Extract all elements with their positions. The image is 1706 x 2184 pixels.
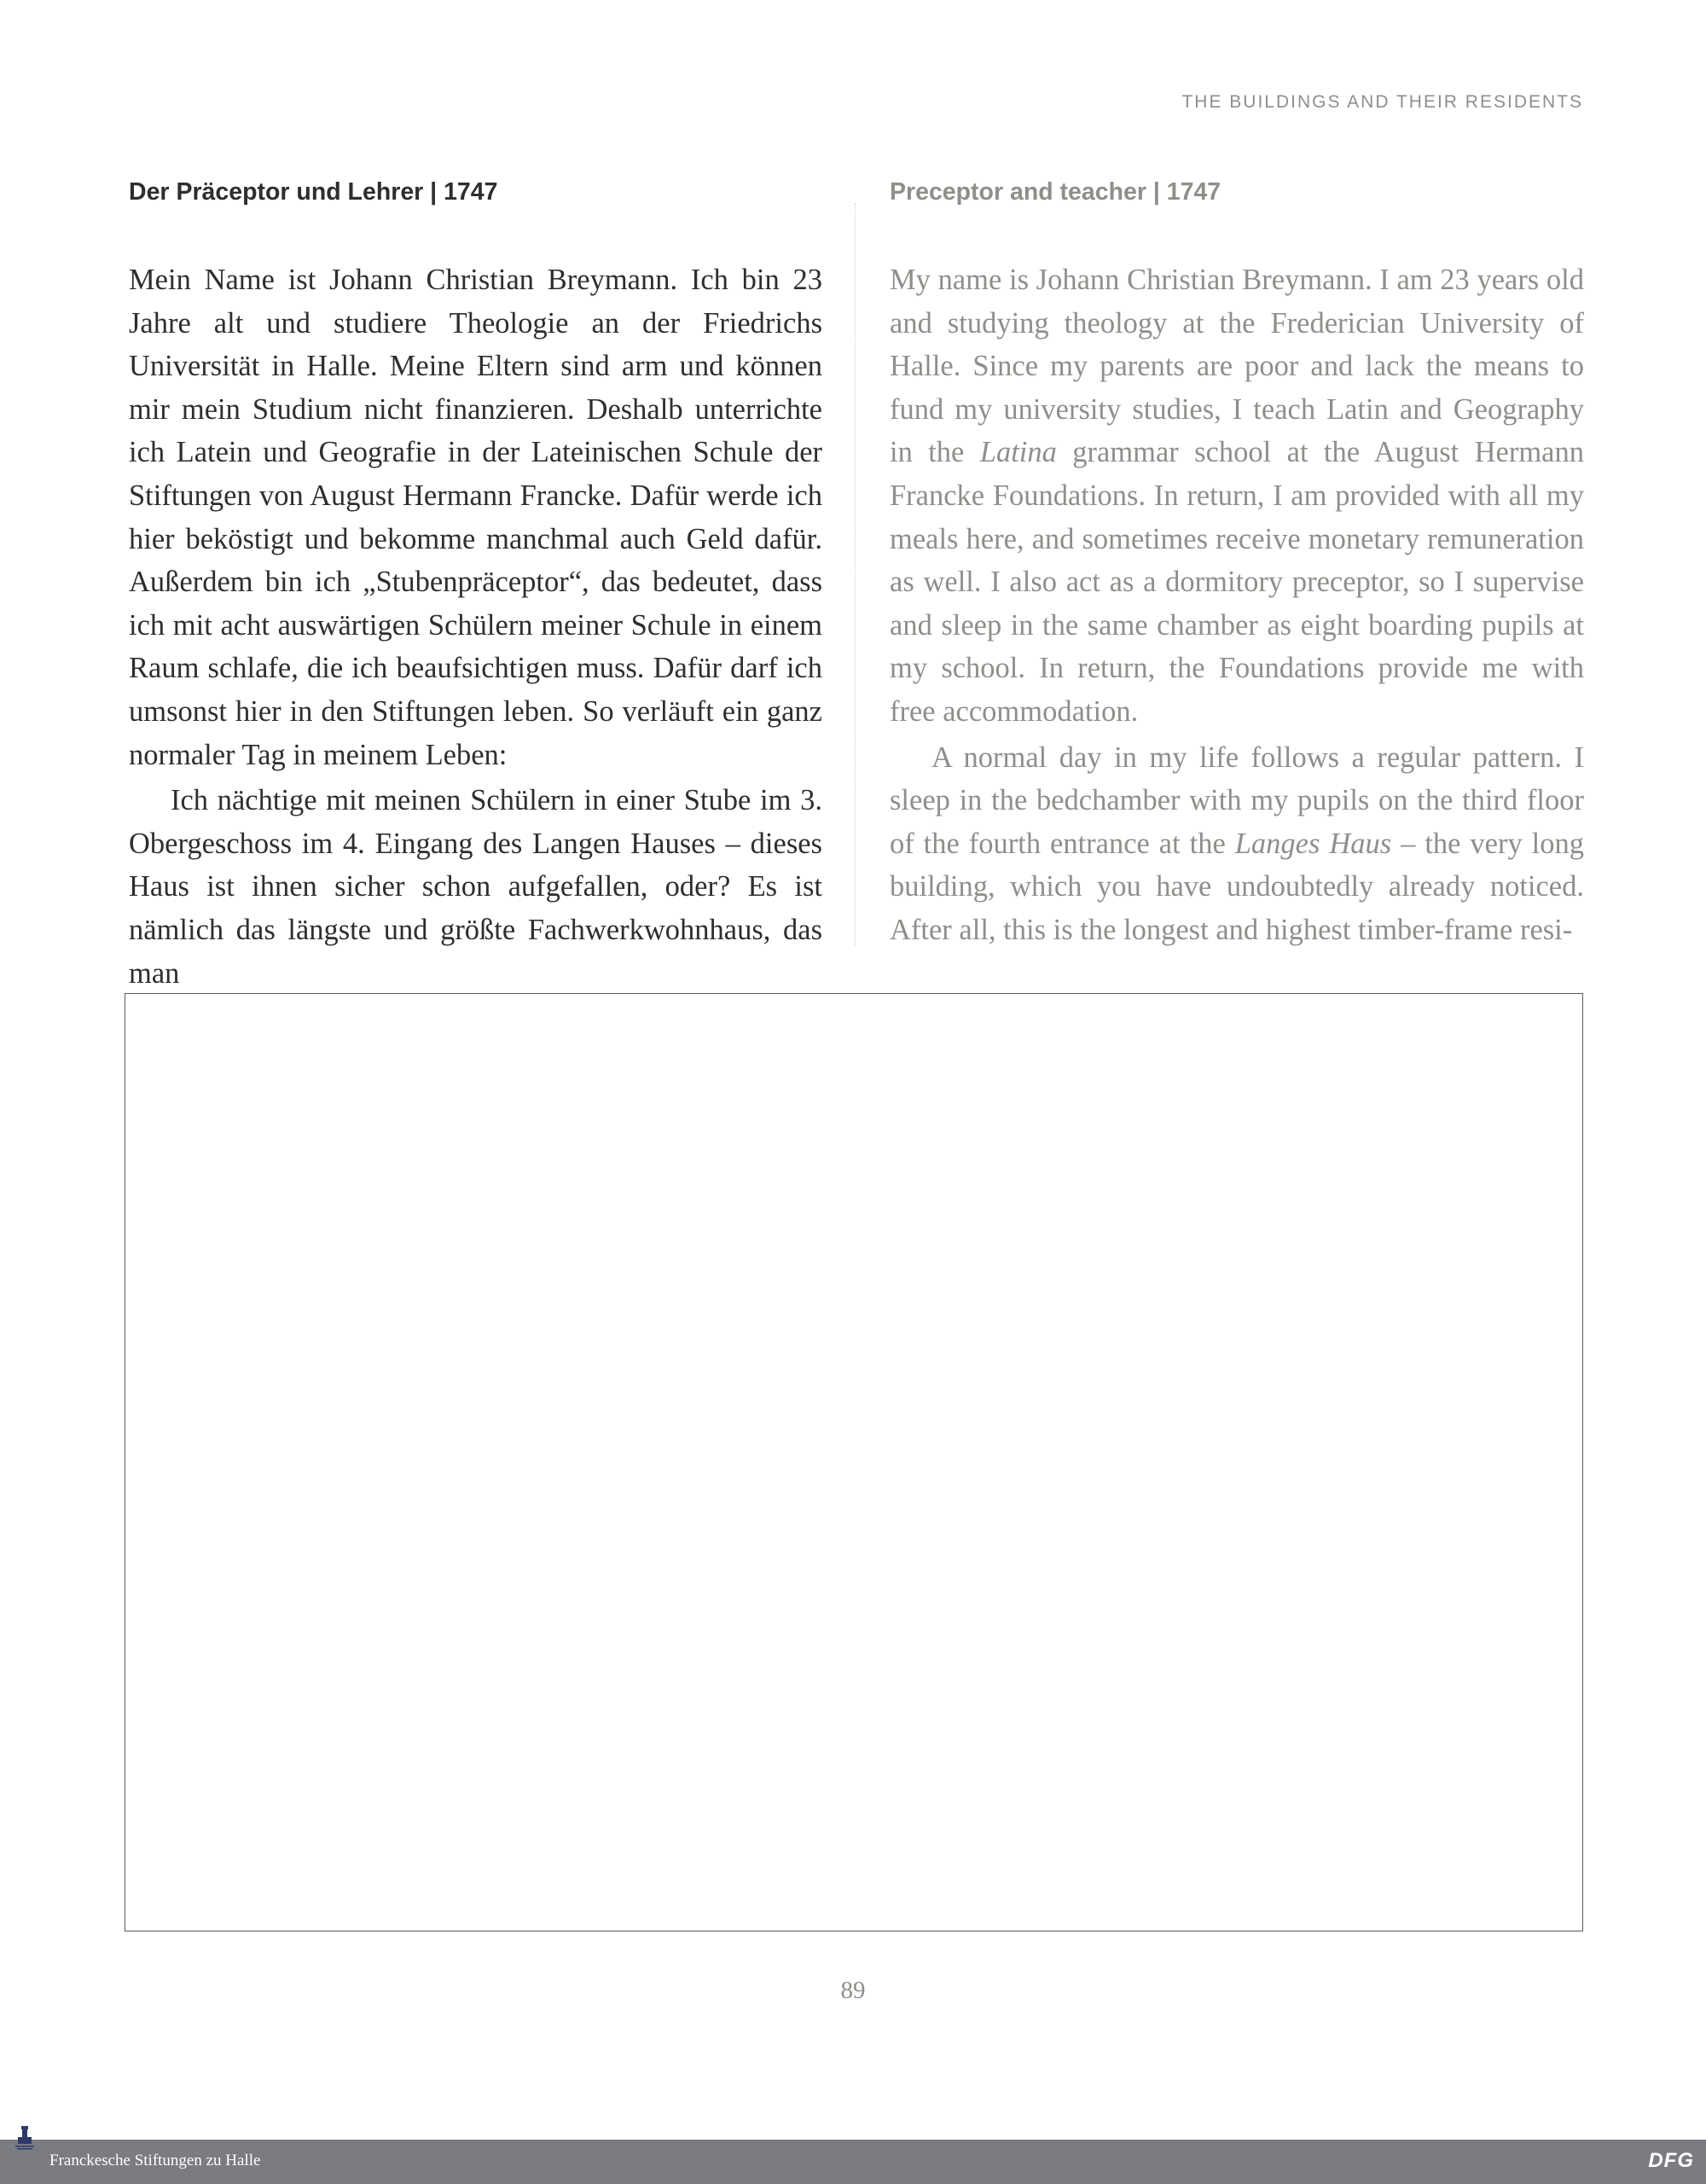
english-paragraph-1 bbox=[890, 258, 1584, 734]
german-paragraph-1: Mein Name ist Johann Christian Breymann. Ich bin 23 Jahre alt und studiere Theologie an der Friedrichs Universität in Halle. Meine Eltern sind arm und können mir mein Studium nicht finanzieren. Deshalb unterrichte ich Latein und Geografie in der Lateinischen Schule der Stiftungen von August Hermann Francke. Dafür werde ich hier beköstigt und bekomme manchmal auch Geld dafür. Außerdem bin ich „Stubenpräceptor“, das bedeutet, dass ich mit acht auswärtigen Schülern meiner Schule in einem Raum schlafe, die ich beaufsichtigen muss. Dafür darf ich umsonst hier in den Stiftungen leben. So verläuft ein ganz normaler Tag in meinem Leben: bbox=[129, 264, 822, 771]
english-column bbox=[890, 175, 1584, 952]
column-divider bbox=[855, 203, 856, 945]
logo-base bbox=[18, 2137, 32, 2144]
english-paragraph-1-part-a: My name is Johann Christian Breymann. I am 23 years old and studying theology at the Frederician University of Halle. Since my parents are poor and lack the means to fund my university studies, I teach Latin and Geography in the bbox=[890, 264, 1584, 469]
image-placeholder-frame bbox=[125, 993, 1583, 1931]
page-number: 89 bbox=[840, 1977, 866, 2004]
english-paragraph-2-italic: Langes Haus bbox=[1234, 827, 1392, 860]
logo-lettering-line-1 bbox=[15, 2146, 34, 2147]
running-head: THE BUILDINGS AND THEIR RESIDENTS bbox=[1181, 92, 1583, 112]
english-paragraph-2-part-a: A normal day in my life follows a regular pattern. I sleep in the bedchamber with my pupils on the third floor of the fourth entrance at the bbox=[890, 741, 1584, 860]
english-heading: Preceptor and teacher | 1747 bbox=[890, 178, 1221, 206]
german-heading: Der Präceptor und Lehrer | 1747 bbox=[129, 178, 498, 206]
dfg-logo: DFG bbox=[1648, 2149, 1694, 2172]
institution-logo-icon bbox=[12, 2121, 38, 2181]
logo-tower bbox=[22, 2129, 27, 2137]
english-paragraph-2 bbox=[890, 736, 1584, 952]
german-paragraph-2: Ich nächtige mit meinen Schülern in einer Stube im 3. Obergeschoss im 4. Eingang des Langen Hauses – dieses Haus ist ihnen sicher schon aufgefallen, oder? Es ist nämlich das längste und größte Fachwerkwohnhaus, das man bbox=[129, 784, 822, 990]
english-paragraph-1-italic: Latina bbox=[979, 436, 1057, 469]
english-paragraph-1-part-c: grammar school at the August Hermann Francke Foundations. In return, I am provided with all my meals here, and sometimes receive monetary remuneration as well. I also act as a dormitory preceptor, so I supervise and sleep in the same chamber as eight boarding pupils at my school. In return, the Foundations provide me with free accommodation. bbox=[890, 436, 1584, 728]
footer-institution: Franckesche Stiftungen zu Halle bbox=[49, 2152, 261, 2169]
logo-lettering-line-2 bbox=[17, 2148, 32, 2150]
english-paragraph-2-part-c: – the very long building, which you have undoubtedly already noticed. After all, this is the longest and highest timber-frame resi- bbox=[890, 827, 1584, 946]
logo-roof bbox=[21, 2126, 28, 2129]
german-column bbox=[129, 175, 822, 995]
